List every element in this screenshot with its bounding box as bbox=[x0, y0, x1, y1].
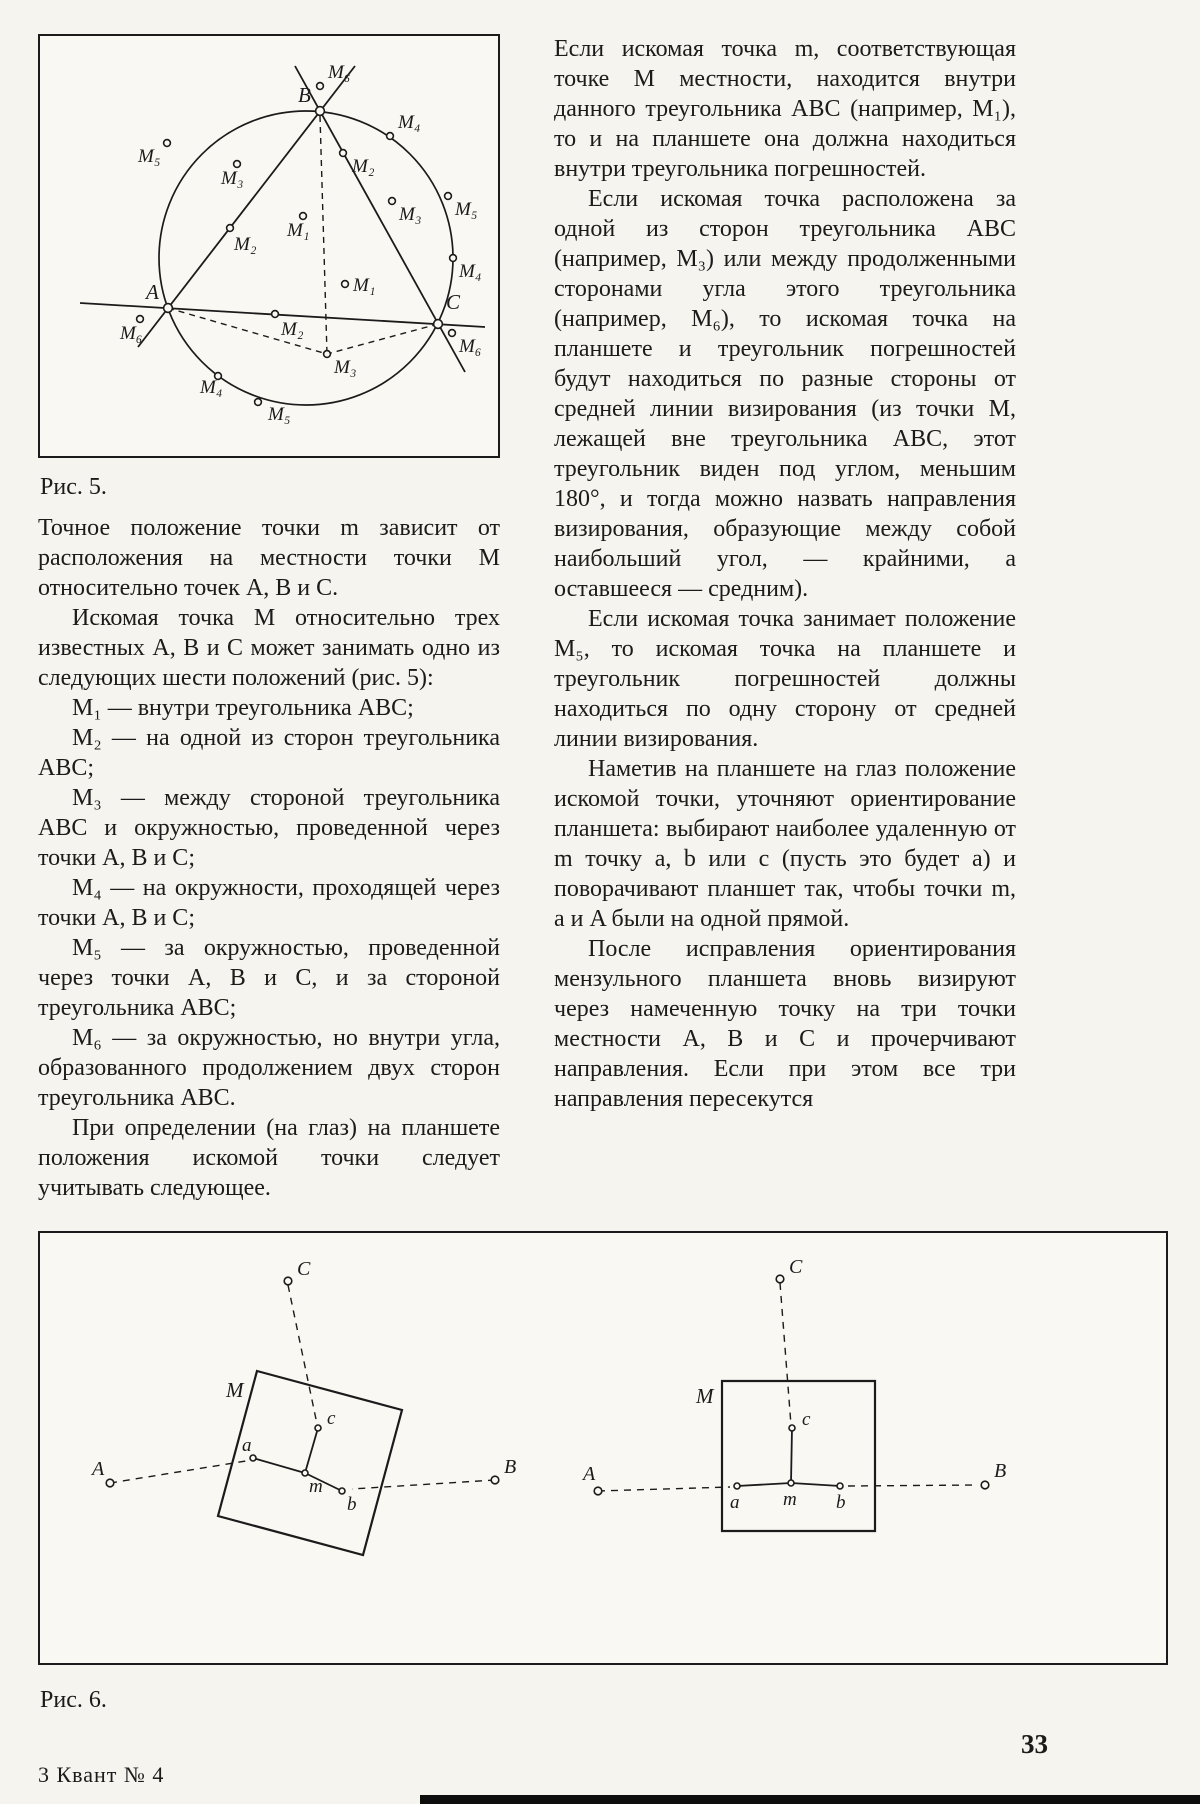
paragraph: M₄ — на окружности, проходящей через точки A, B и C; bbox=[38, 875, 500, 931]
plot-point-label: b bbox=[347, 1494, 357, 1515]
figure-6 bbox=[38, 1231, 1168, 1665]
paragraph: M₃ — между стороной треугольника ABC и окружностью, проведенной через точки A, B и C; bbox=[38, 785, 500, 871]
plot-point bbox=[837, 1483, 843, 1489]
position-point bbox=[342, 281, 349, 288]
position-point bbox=[450, 255, 457, 262]
dashed-sight-line bbox=[780, 1283, 791, 1425]
position-point-label: M₁ bbox=[287, 220, 310, 241]
paragraph: Если искомая точка занимает положение M₅, то искомая точка на планшете и треугольник погрешностей должны находиться по одну сторону от средней линии визирования. bbox=[554, 606, 1016, 752]
left-text-column bbox=[38, 513, 500, 1203]
right-text-column bbox=[554, 34, 1016, 1114]
plot-point bbox=[302, 1470, 308, 1476]
ground-station-point bbox=[106, 1479, 114, 1487]
figure-6-caption: Рис. 6. bbox=[40, 1687, 107, 1713]
vertex-label: C bbox=[446, 290, 461, 314]
plot-point bbox=[315, 1425, 321, 1431]
position-point-label: M₄ bbox=[398, 112, 421, 133]
dashed-sight-line bbox=[110, 1461, 246, 1483]
position-point-label: M₆ bbox=[328, 62, 351, 83]
position-point-label: M₆ bbox=[120, 323, 143, 344]
plot-point-label: a bbox=[242, 1435, 252, 1456]
position-point bbox=[164, 140, 171, 147]
position-point bbox=[449, 330, 456, 337]
ground-station-label: A bbox=[583, 1463, 596, 1485]
plot-point-label: a bbox=[730, 1492, 740, 1513]
position-point-label: M₃ bbox=[399, 204, 422, 225]
dashed-sight-line bbox=[288, 1285, 317, 1424]
plot-point bbox=[789, 1425, 795, 1431]
paragraph: Наметив на планшете на глаз положение искомой точки, уточняют ориентирование планшета: выбирают наиболее удаленную от m точку a, b или c (пусть это будет a) и поворачивают планшет так, чтобы точки m, a и A были на одной прямой. bbox=[554, 756, 1016, 932]
ground-station-label: B bbox=[504, 1456, 517, 1478]
position-point-label: M₂ bbox=[234, 234, 257, 255]
right-column bbox=[554, 34, 1016, 1114]
ground-station-label: A bbox=[92, 1458, 105, 1480]
ground-station-point bbox=[491, 1476, 499, 1484]
triangle-vertex bbox=[316, 107, 325, 116]
position-point bbox=[234, 161, 241, 168]
position-point-label: M₃ bbox=[221, 168, 244, 189]
plot-point-label: b bbox=[836, 1492, 846, 1513]
paragraph: При определении (на глаз) на планшете положения искомой точки следует учитывать следующее. bbox=[38, 1115, 500, 1201]
paragraph: Искомая точка M относительно трех известных A, B и C может занимать одно из следующих шести положений (рис. 5): bbox=[38, 605, 500, 691]
plot-point-label: m bbox=[783, 1489, 797, 1510]
footer-imprint: 3 Квант № 4 bbox=[38, 1762, 165, 1787]
position-point-label: M₅ bbox=[268, 404, 291, 425]
position-point bbox=[445, 193, 452, 200]
left-column bbox=[38, 34, 500, 1203]
plot-point-label: m bbox=[309, 1476, 323, 1497]
position-point-label: M₄ bbox=[459, 261, 482, 282]
ground-station-label: B bbox=[994, 1460, 1007, 1482]
direction-leg-line bbox=[305, 1428, 318, 1473]
paragraph: Точное положение точки m зависит от расположения на местности точки M относительно точек A, B и C. bbox=[38, 515, 500, 601]
figure-6-drawing bbox=[40, 1233, 1166, 1663]
ground-station-point bbox=[594, 1487, 602, 1495]
position-point-label: M₆ bbox=[459, 336, 482, 357]
position-point bbox=[272, 311, 279, 318]
plane-table-label: M bbox=[696, 1384, 714, 1408]
two-column-layout bbox=[38, 34, 1165, 1203]
triangle-vertex bbox=[164, 304, 173, 313]
position-point bbox=[227, 225, 234, 232]
position-point-label: M₅ bbox=[455, 199, 478, 220]
circumcircle-abc bbox=[159, 111, 453, 405]
scan-edge-artifact bbox=[420, 1795, 1200, 1804]
position-point-label: M₁ bbox=[353, 275, 376, 296]
position-point-label: M₂ bbox=[281, 319, 304, 340]
position-point bbox=[387, 133, 394, 140]
position-point bbox=[317, 83, 324, 90]
figure-5-caption: Рис. 5. bbox=[40, 474, 107, 500]
ground-station-label: C bbox=[297, 1258, 311, 1280]
position-point bbox=[255, 399, 262, 406]
paragraph: M₅ — за окружностью, проведенной через точки A, B и C, и за стороной треугольника ABC; bbox=[38, 935, 500, 1021]
plane-table-square bbox=[722, 1381, 875, 1531]
direction-leg-line bbox=[737, 1483, 791, 1486]
position-point bbox=[340, 150, 347, 157]
plane-table-square bbox=[218, 1371, 402, 1555]
plane-table-label: M bbox=[226, 1378, 244, 1402]
paragraph: Если искомая точка расположена за одной из сторон треугольника ABC (например, M₃) или между продолженными сторонами угла этого треугольника (например, M₆), то искомая точка на планшете и треугольник погрешностей будут находиться по разные стороны от средней линии визирования (из точки M, лежащей вне треугольника ABC, этот треугольник виден под углом, меньшим 180°, и тогда можно назвать направления визирования, образующие между собой наибольший угол, — крайними, а оставшееся — средним). bbox=[554, 186, 1016, 602]
position-point bbox=[324, 351, 331, 358]
ground-station-point bbox=[284, 1277, 292, 1285]
paragraph: После исправления ориентирования мензульного планшета вновь визируют через намеченную точку на три точки местности A, B и C и прочерчивают направления. Если при этом все три направления пересекутся bbox=[554, 936, 1016, 1112]
figure-5 bbox=[38, 34, 500, 458]
vertex-label: A bbox=[146, 280, 159, 304]
position-point bbox=[137, 316, 144, 323]
ground-station-point bbox=[776, 1275, 784, 1283]
triangle-vertex bbox=[434, 320, 443, 329]
dashed-sight-line bbox=[848, 1485, 978, 1486]
plot-point bbox=[339, 1488, 345, 1494]
paragraph: M₂ — на одной из сторон треугольника ABC; bbox=[38, 725, 500, 781]
plot-point bbox=[734, 1483, 740, 1489]
position-point bbox=[389, 198, 396, 205]
plot-point bbox=[788, 1480, 794, 1486]
plot-point-label: c bbox=[802, 1409, 811, 1430]
direction-leg-line bbox=[791, 1483, 840, 1486]
dashed-sight-line bbox=[352, 1480, 495, 1489]
position-point-label: M₄ bbox=[200, 377, 223, 398]
vertex-label: B bbox=[298, 83, 311, 107]
paragraph: Если искомая точка m, соответствующая точке M местности, находится внутри данного треугольника ABC (например, M₁), то и на планшете она должна находиться внутри треугольника погрешностей. bbox=[554, 36, 1016, 182]
position-point-label: M₃ bbox=[334, 357, 357, 378]
plot-point-label: c bbox=[327, 1408, 336, 1429]
ground-station-label: C bbox=[789, 1256, 803, 1278]
page-number: 33 bbox=[1021, 1729, 1048, 1759]
direction-leg-line bbox=[791, 1428, 792, 1483]
position-point-label: M₅ bbox=[138, 146, 161, 167]
position-point-label: M₂ bbox=[352, 156, 375, 177]
paragraph: M₆ — за окружностью, но внутри угла, образованного продолжением двух сторон треугольника ABC. bbox=[38, 1025, 500, 1111]
direction-leg-line bbox=[253, 1458, 305, 1473]
position-point bbox=[300, 213, 307, 220]
paragraph: M₁ — внутри треугольника ABC; bbox=[72, 695, 414, 721]
dashed-sight-line bbox=[598, 1487, 730, 1491]
figure-5-drawing bbox=[40, 36, 498, 456]
ground-station-point bbox=[981, 1481, 989, 1489]
